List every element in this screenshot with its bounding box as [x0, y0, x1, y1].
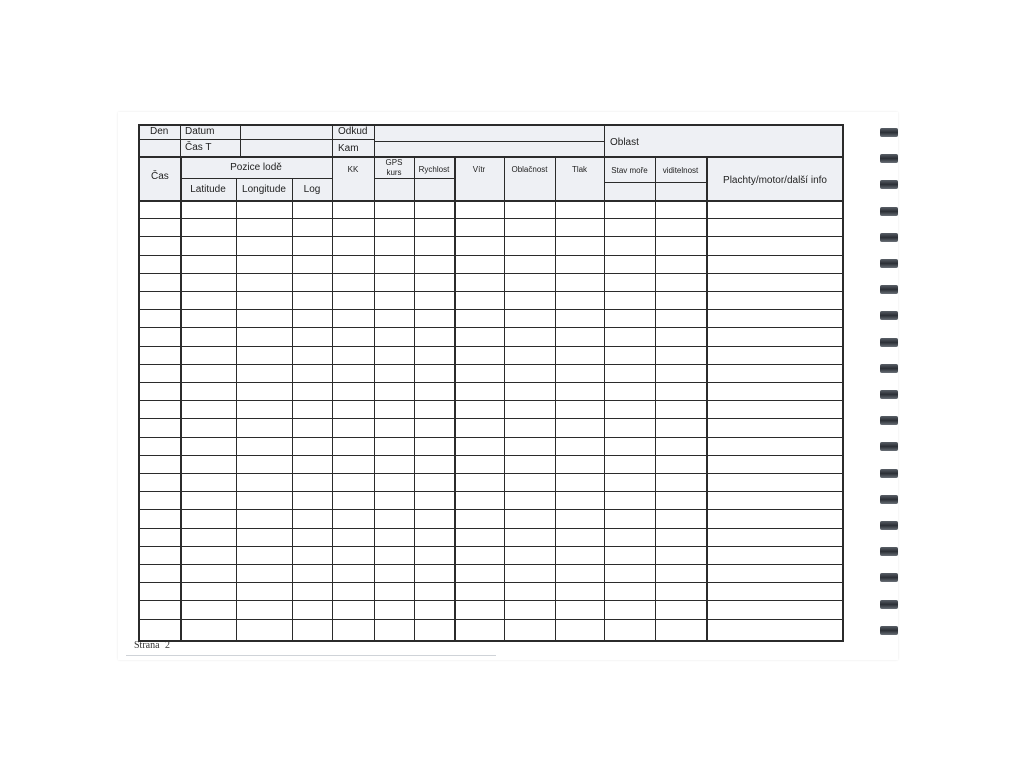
- header-vline-datum-value: [332, 124, 333, 156]
- body-row-line: [138, 255, 844, 256]
- body-row-line: [138, 382, 844, 383]
- binding-coil: [880, 573, 898, 582]
- header-band-top: [138, 124, 844, 156]
- body-row-line: [138, 528, 844, 529]
- body-row-line: [138, 309, 844, 310]
- col-line-tlak: [604, 156, 605, 642]
- body-row-line: [138, 400, 844, 401]
- col-line-rychlost: [454, 156, 456, 642]
- kam-label: Kam: [338, 143, 359, 154]
- oblast-label: Oblast: [610, 137, 639, 148]
- body-row-line: [138, 600, 844, 601]
- body-row-line: [138, 564, 844, 565]
- binding-coil: [880, 180, 898, 189]
- cas-t-label: Čas T: [185, 142, 212, 153]
- body-row-line: [138, 364, 844, 365]
- header-vline-lat-long: [236, 178, 237, 200]
- table-border-top: [138, 124, 844, 126]
- binding-coil: [880, 364, 898, 373]
- binding-coil: [880, 547, 898, 556]
- body-row-line: [138, 509, 844, 510]
- binding-coil: [880, 311, 898, 320]
- col-line-kk: [374, 156, 375, 642]
- body-row-line: [138, 546, 844, 547]
- body-row-line: [138, 582, 844, 583]
- footer-strana-label: Strana: [134, 640, 160, 651]
- binding-coil: [880, 207, 898, 216]
- header-vline-datum: [240, 124, 241, 156]
- col-line-longitude: [292, 200, 293, 642]
- body-row-line: [138, 418, 844, 419]
- body-row-line: [138, 236, 844, 237]
- binding-coil: [880, 442, 898, 451]
- body-row-line: [138, 473, 844, 474]
- col-line-stav: [655, 156, 656, 642]
- binding-coil: [880, 128, 898, 137]
- binding-coil: [880, 626, 898, 635]
- header-vline-oblast: [604, 124, 605, 156]
- body-row-line: [138, 327, 844, 328]
- binding-coil: [880, 521, 898, 530]
- col-line-oblacnost: [555, 156, 556, 642]
- header-vline-den: [180, 124, 181, 156]
- pozice-subheader-line: [180, 178, 332, 179]
- body-row-line: [138, 619, 844, 620]
- col-line-cas: [180, 156, 182, 642]
- binding-coil: [880, 338, 898, 347]
- body-row-line: [138, 491, 844, 492]
- col-line-latitude: [236, 200, 237, 642]
- col-vitr-label: Vítr: [472, 165, 486, 174]
- header-divider-mid-left: [138, 139, 374, 140]
- table-border-bottom: [138, 640, 844, 642]
- body-row-line: [138, 273, 844, 274]
- header-divider-bottom: [138, 156, 844, 158]
- odkud-label: Odkud: [338, 126, 368, 137]
- body-row-line: [138, 437, 844, 438]
- col-longitude-label: Longitude: [242, 184, 286, 195]
- binding-coil: [880, 233, 898, 242]
- footer-page-number: 2: [165, 640, 170, 651]
- column-header-bottom: [138, 200, 844, 202]
- log-table: [138, 124, 844, 642]
- datum-label: Datum: [185, 126, 215, 137]
- col-line-viditelnost: [706, 156, 708, 642]
- col-line-gps: [414, 156, 415, 642]
- col-gps-label: GPS: [385, 158, 403, 167]
- col-viditelnost-label: viditelnost: [662, 166, 699, 175]
- col-line-log: [332, 156, 333, 642]
- body-row-line: [138, 346, 844, 347]
- col-rychlost-label: Rychlost: [418, 165, 450, 174]
- col-latitude-label: Latitude: [190, 184, 226, 195]
- body-row-line: [138, 455, 844, 456]
- binding-coil: [880, 154, 898, 163]
- col-stav-more-label: Stav moře: [611, 166, 648, 175]
- col-line-vitr: [504, 156, 505, 642]
- header-vline-long-log: [292, 178, 293, 200]
- col-plachty-label: Plachty/motor/další info: [723, 175, 827, 186]
- col-pozice-lode-label: Pozice lodě: [230, 162, 282, 173]
- body-row-line: [138, 218, 844, 219]
- binding-coil: [880, 259, 898, 268]
- binding-coil: [880, 285, 898, 294]
- col-cas-label: Čas: [151, 171, 169, 182]
- binding-coil: [880, 416, 898, 425]
- col-oblacnost-label: Oblačnost: [511, 165, 548, 174]
- header-divider-mid-right: [374, 141, 604, 142]
- binding-coil: [880, 390, 898, 399]
- body-row-line: [138, 291, 844, 292]
- col-kk-label: KK: [347, 165, 359, 174]
- col-log-label: Log: [303, 184, 321, 195]
- col-kurs-label: kurs: [386, 168, 402, 177]
- header-vline-odkud: [374, 124, 375, 156]
- binding-coil: [880, 495, 898, 504]
- col-tlak-label: Tlak: [571, 165, 588, 174]
- binding-coil: [880, 600, 898, 609]
- den-label: Den: [150, 126, 169, 137]
- binding-coil: [880, 469, 898, 478]
- footer-rule: [126, 655, 496, 656]
